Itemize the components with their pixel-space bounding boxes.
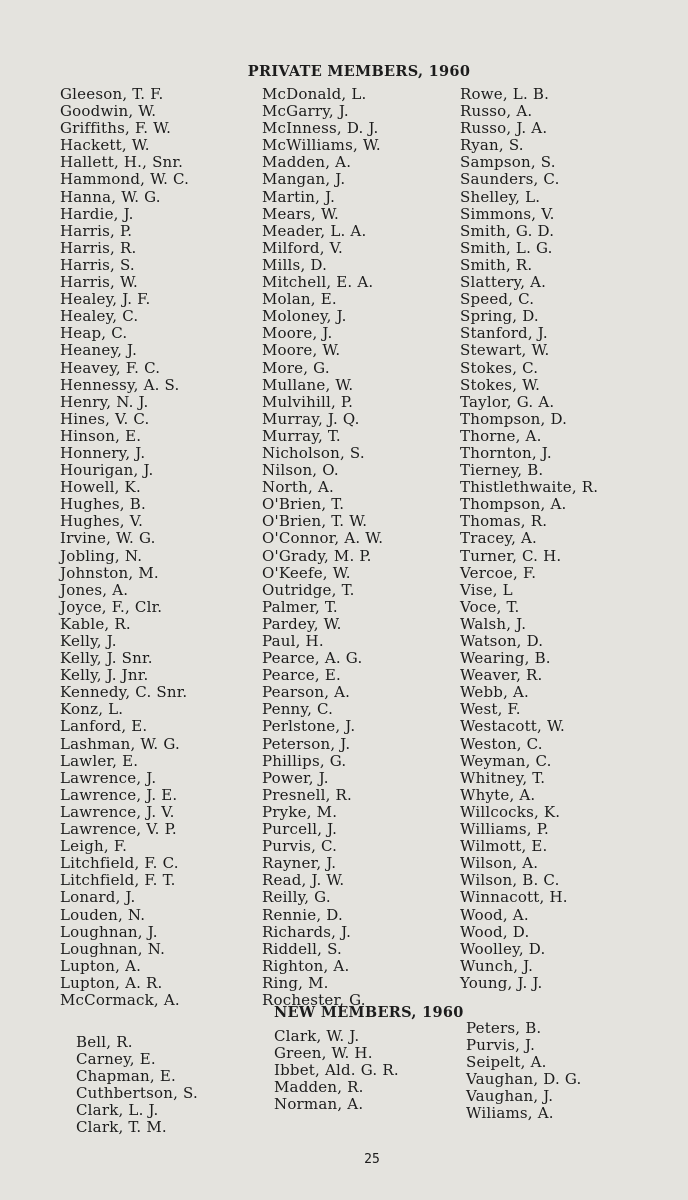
member-name: Whitney, T. [460,768,546,787]
member-name: Penny, C. [262,700,334,719]
member-name: Kelly, J. Jnr. [60,666,149,685]
member-name: Stewart, W. [460,341,550,360]
member-name: Wood, A. [460,905,529,924]
member-name: Turner, C. H. [460,546,562,565]
member-name: Healey, J. F. [60,290,151,309]
member-name: Madden, A. [262,153,352,172]
member-name: Goodwin, W. [60,102,157,121]
member-name: Leigh, F. [60,837,128,856]
member-name: Nilson, O. [262,461,339,480]
private-members-column-3 [460,86,598,992]
member-name: Green, W. H. [274,1044,373,1062]
member-name: Ring, M. [262,973,329,992]
member-name: Reilly, G. [262,888,331,907]
member-name: Stokes, W. [460,375,541,394]
member-name: Honnery, J. [60,443,146,462]
member-name: Chapman, E. [76,1067,176,1085]
member-name: Palmer, T. [262,597,338,616]
member-name: Hughes, V. [60,512,144,531]
member-name: Woolley, D. [460,939,546,958]
member-name: Webb, A. [460,683,530,702]
member-name: Meader, L. A. [262,221,367,240]
member-name: Kelly, J. [60,632,117,650]
new-members-column-3 [466,1020,582,1122]
member-name: Gleeson, T. F. [60,85,164,103]
member-name: Rayner, J. [262,854,337,873]
member-name: Russo, J. A. [460,119,548,138]
member-name: Thorne, A. [460,426,542,445]
member-name: McDonald, L. [262,85,367,103]
member-name: Hourigan, J. [60,461,154,480]
member-name: Pardey, W. [262,614,342,633]
member-name: Vaughan, D. G. [466,1070,582,1088]
member-name: Hughes, B. [60,495,146,514]
member-name: Walsh, J. [460,614,527,633]
member-name: Nicholson, S. [262,443,365,462]
member-name: Kable, R. [60,614,131,633]
member-name: Weston, C. [460,734,543,753]
member-name: Thistlethwaite, R. [460,478,599,497]
member-name: O'Keefe, W. [262,563,351,582]
member-name: Lawrence, J. E. [60,785,178,804]
member-name: Thompson, A. [460,495,567,514]
member-name: Loughnan, N. [60,939,166,958]
member-name: Vercoe, F. [460,563,537,582]
member-name: Wiliams, A. [466,1104,554,1122]
member-name: Murray, J. Q. [262,409,360,428]
member-name: Lawrence, V. P. [60,820,177,839]
member-name: O'Grady, M. P. [262,546,372,565]
member-name: Sampson, S. [460,153,556,172]
member-name: Pryke, M. [262,802,338,821]
member-name: Ryan, S. [460,136,524,155]
member-name: Harris, W. [60,273,138,292]
member-name: Clark, W. J. [274,1027,360,1045]
member-name: Mears, W. [262,204,339,223]
member-name: Pearson, A. [262,683,351,702]
private-members-heading: PRIVATE MEMBERS, 1960 [247,63,471,80]
member-name: McCormack, A. [60,990,180,1009]
member-name: Hackett, W. [60,136,150,155]
member-name: Milford, V. [262,238,344,257]
member-name: Litchfield, F. C. [60,854,179,873]
member-name: Thompson, D. [460,409,568,428]
member-name: Weyman, C. [460,751,552,770]
member-name: McInness, D. J. [262,119,379,138]
member-name: Healey, C. [60,307,139,326]
member-name: Power, J. [262,768,329,787]
member-name: Ibbet, Ald. G. R. [274,1061,399,1079]
member-name: Rochester, G. [262,990,366,1009]
member-name: Konz, L. [60,700,124,719]
member-name: Jobling, N. [60,546,143,565]
member-name: Peters, B. [466,1019,542,1037]
member-name: Mulvihill, P. [262,392,354,411]
member-name: Louden, N. [60,905,146,924]
member-name: Rennie, D. [262,905,343,924]
member-name: Moore, J. [262,324,333,343]
member-name: Read, J. W. [262,871,345,890]
member-name: Lonard, J. [60,888,136,907]
member-name: Righton, A. [262,956,350,975]
member-name: Wilson, A. [460,854,539,873]
member-name: Norman, A. [274,1095,364,1113]
new-members-column-1 [76,1034,198,1136]
member-name: Harris, R. [60,238,137,257]
member-name: Outridge, T. [262,580,355,599]
member-name: Wilmott, E. [460,837,548,856]
member-name: Thornton, J. [460,443,552,462]
member-name: Mangan, J. [262,170,346,189]
member-name: Moloney, J. [262,307,347,326]
member-name: Saunders, C. [460,170,560,189]
member-name: Phillips, G. [262,751,347,770]
member-name: O'Brien, T. [262,495,345,514]
member-name: Weaver, R. [460,666,543,685]
member-name: Speed, C. [460,290,535,309]
member-name: Hallett, H., Snr. [60,153,184,172]
member-name: Jones, A. [60,580,129,599]
private-members-column-1 [60,86,189,1009]
member-name: Russo, A. [460,102,533,121]
member-name: Peterson, J. [262,734,351,753]
member-name: Hammond, W. C. [60,170,190,189]
member-name: Slattery, A. [460,273,547,292]
new-members-heading: NEW MEMBERS, 1960 [274,1004,464,1021]
member-name: Smith, R. [460,255,533,274]
member-name: Joyce, F., Clr. [60,597,163,616]
member-name: Carney, E. [76,1050,156,1068]
member-name: Presnell, R. [262,785,352,804]
member-name: Purvis, C. [262,837,338,856]
private-members-column-2 [262,86,383,1009]
member-name: Mullane, W. [262,375,354,394]
member-name: Pearce, E. [262,666,341,685]
page-number: 25 [364,1152,380,1167]
member-name: Simmons, V. [460,204,555,223]
member-name: Lashman, W. G. [60,734,180,753]
member-name: Mills, D. [262,255,328,274]
member-name: Pearce, A. G. [262,649,363,668]
member-name: Young, J. J. [460,973,543,992]
member-name: Johnston, M. [60,563,159,582]
member-name: Thomas, R. [460,512,548,531]
member-name: Moore, W. [262,341,341,360]
member-name: North, A. [262,478,334,497]
member-name: Madden, R. [274,1078,364,1096]
member-name: Smith, G. D. [460,221,555,240]
member-name: Rowe, L. B. [460,85,550,103]
member-name: Riddell, S. [262,939,343,958]
member-name: Murray, T. [262,426,341,445]
member-name: Purvis, J. [466,1036,536,1054]
member-name: Lupton, A. [60,956,142,975]
member-name: Vise, L [460,580,513,599]
member-name: Mitchell, E. A. [262,273,374,292]
member-name: Voce, T. [460,597,520,616]
member-name: Hennessy, A. S. [60,375,180,394]
member-name: Heavey, F. C. [60,358,161,377]
member-name: Wearing, B. [460,649,551,668]
member-name: Kennedy, C. Snr. [60,683,188,702]
member-name: Wood, D. [460,922,530,941]
member-name: Wunch, J. [460,956,534,975]
member-name: Hines, V. C. [60,409,150,428]
member-name: Cuthbertson, S. [76,1084,198,1102]
member-name: Winnacott, H. [460,888,568,907]
member-name: Clark, L. J. [76,1101,159,1119]
member-name: Harris, P. [60,221,133,240]
member-name: Taylor, G. A. [460,392,555,411]
member-name: Lupton, A. R. [60,973,163,992]
member-name: Stokes, C. [460,358,539,377]
member-name: Clark, T. M. [76,1118,167,1136]
member-name: O'Brien, T. W. [262,512,368,531]
member-name: Martin, J. [262,187,336,206]
member-name: Molan, E. [262,290,337,309]
member-name: Lanford, E. [60,717,148,736]
member-name: Purcell, J. [262,820,338,839]
member-name: Lawrence, J. [60,768,157,787]
member-name: Whyte, A. [460,785,536,804]
member-name: Perlstone, J. [262,717,356,736]
member-name: Heaney, J. [60,341,138,360]
member-name: Lawler, E. [60,751,139,770]
member-name: Bell, R. [76,1033,133,1051]
member-name: Willcocks, K. [460,802,561,821]
member-name: West, F. [460,700,521,719]
member-name: More, G. [262,358,330,377]
member-name: Smith, L. G. [460,238,553,257]
member-name: Hanna, W. G. [60,187,161,206]
member-name: Vaughan, J. [466,1087,554,1105]
member-name: Wilson, B. C. [460,871,560,890]
member-name: Litchfield, F. T. [60,871,176,890]
member-name: Tracey, A. [460,529,538,548]
member-name: Irvine, W. G. [60,529,156,548]
member-name: Henry, N. J. [60,392,149,411]
member-name: Griffiths, F. W. [60,119,172,138]
member-name: McWilliams, W. [262,136,381,155]
member-name: Tierney, B. [460,461,544,480]
member-name: Heap, C. [60,324,128,343]
member-name: Howell, K. [60,478,141,497]
member-name: Williams, P. [460,820,549,839]
member-name: Stanford, J. [460,324,548,343]
member-name: O'Connor, A. W. [262,529,384,548]
member-name: Hardie, J. [60,204,134,223]
member-name: Westacott, W. [460,717,565,736]
member-name: Watson, D. [460,632,544,650]
member-name: Spring, D. [460,307,539,326]
member-name: Paul, H. [262,632,324,650]
member-name: McGarry, J. [262,102,349,121]
member-name: Loughnan, J. [60,922,158,941]
member-name: Hinson, E. [60,426,142,445]
member-name: Lawrence, J. V. [60,802,175,821]
member-name: Seipelt, A. [466,1053,547,1071]
member-name: Kelly, J. Snr. [60,649,153,668]
member-name: Shelley, L. [460,187,541,206]
new-members-column-2 [274,1028,399,1113]
member-name: Harris, S. [60,255,135,274]
member-name: Richards, J. [262,922,352,941]
